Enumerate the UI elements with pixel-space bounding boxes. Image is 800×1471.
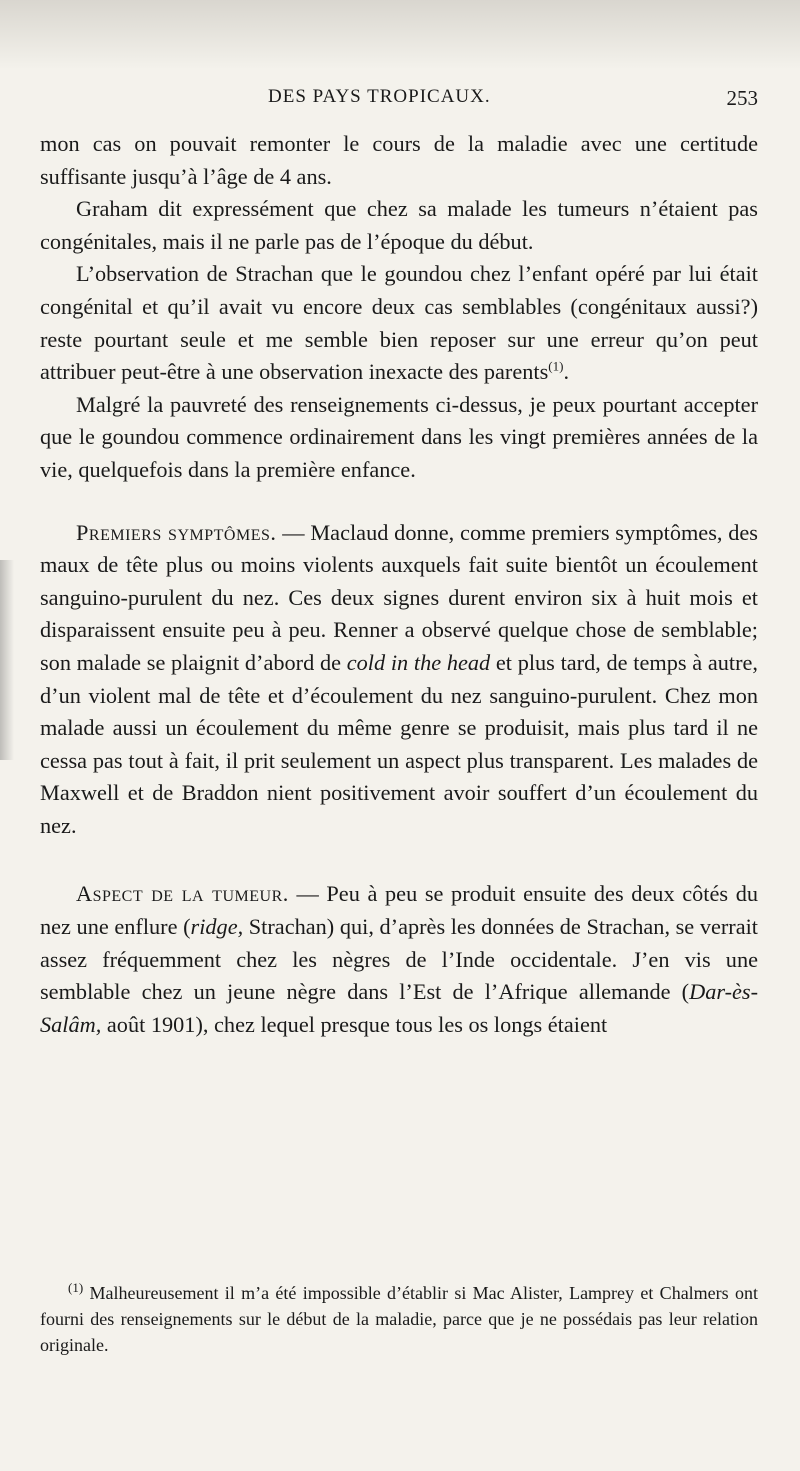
section-premiers-symptomes (40, 517, 758, 843)
section-tumeur-italic-1: ridge, (190, 914, 244, 940)
running-title: DES PAYS TROPICAUX. (268, 86, 491, 107)
section-tumeur-text-c: août 1901), chez lequel presque tous les os longs étaient (101, 1011, 608, 1037)
paragraph-3-text: L’observation de Strachan que le goundou chez l’enfant opéré par lui était congénital et qu’il avait vu encore deux cas semblables (congénitaux aussi?) reste pourtant seule et me semble bien reposer sur une erreur qu’on peut attribuer peut-être à une observation inexacte des parents (40, 261, 758, 385)
section-aspect-tumeur (40, 878, 758, 1041)
section-symptomes-text-a: — Maclaud donne, comme premiers symptômes, des maux de tête plus ou moins violents auxquels fait suite bientôt un écoulement sanguino-purulent du nez. Ces deux signes durent environ six à huit mois et disparaissent ensuite peu à peu. Renner a observé quelque chose de semblable; son malade se plaignit d’abord de (40, 519, 758, 675)
section-heading-symptomes: Premiers symptômes. (76, 519, 277, 545)
section-tumeur-text-a: — Peu à peu se produit ensuite des deux côtés du nez une enflure ( (40, 881, 758, 940)
scan-edge-shading (0, 0, 800, 70)
footnote-marker: (1) (68, 1280, 84, 1295)
footnote-text: Malheureusement il m’a été impossible d’établir si Mac Alister, Lamprey et Chalmers ont fourni des renseignements sur le début de la maladie, parce que je ne possédais pas leur relation originale. (40, 1283, 758, 1355)
paragraph-2: Graham dit expressément que chez sa malade les tumeurs n’étaient pas congénitales, mais il ne parle pas de l’époque du début. (40, 196, 758, 254)
paragraph-3-end: . (563, 359, 570, 385)
section-tumeur-italic-2: Dar-ès-Salâm, (40, 979, 758, 1037)
body-text (40, 128, 758, 1041)
section-symptomes-text-b: et plus tard, de temps à autre, d’un violent mal de tête et d’écoulement du nez sanguino-purulent. Chez mon malade aussi un écoulement du même genre se produisit, mais plus tard il ne cessa pas tout à fait, il prit seulement un aspect plus transparent. Les malades de Maxwell et de Braddon nient positivement avoir souffert d’un écoulement du nez. (40, 649, 758, 838)
section-tumeur-text-b: Strachan) qui, d’après les données de Strachan, se verrait assez fréquemment chez les nègres de l’Inde occidentale. J’en vis une semblable chez un jeune nègre dans l’Est de l’Afrique allemande ( (40, 914, 758, 1005)
paragraph-1: mon cas on pouvait remonter le cours de la maladie avec une certitude suffisante jusqu’à l’âge de 4 ans. (40, 131, 758, 189)
binding-shadow (0, 560, 14, 760)
footnote (40, 1280, 758, 1358)
footnote-reference: (1) (548, 358, 564, 374)
section-symptomes-italic: cold in the head (346, 649, 491, 675)
section-heading-tumeur: Aspect de la tumeur. (76, 881, 289, 907)
paragraph-3 (40, 258, 758, 388)
paragraph-4: Malgré la pauvreté des renseignements ci-dessus, je peux pourtant accepter que le goundou commence ordinairement dans les vingt premières années de la vie, quelquefois dans la première enfance. (40, 391, 758, 482)
page-number: 253 (726, 86, 758, 110)
page-header (0, 86, 800, 116)
